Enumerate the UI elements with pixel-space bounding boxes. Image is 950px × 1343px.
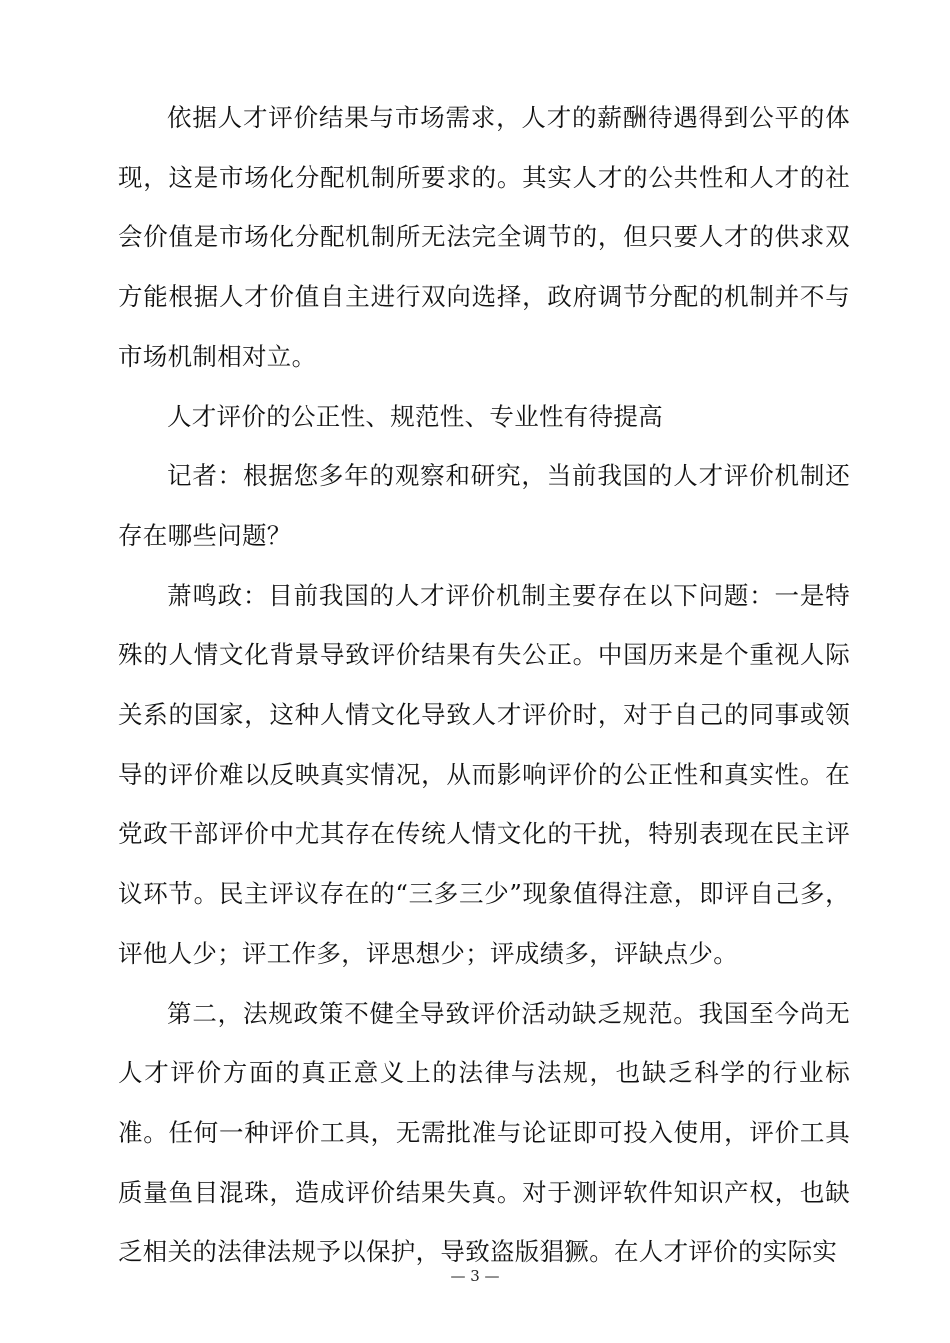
paragraph-second-point: 第二，法规政策不健全导致评价活动缺乏规范。我国至今尚无人才评价方面的真正意义上的法律与法规，也缺乏科学的行业标准。任何一种评价工具，无需批准与论证即可投入使用，评价工具质量鱼目混珠，造成评价结果失真。对于测评软件知识产权，也缺乏相关的法律法规予以保护，导致盗版猖獗。在人才评价的实际实 xyxy=(118,998,850,1267)
paragraph-answer-problems: 萧鸣政：目前我国的人才评价机制主要存在以下问题：一是特殊的人情文化背景导致评价结果有失公正。中国历来是个重视人际关系的国家，这种人情文化导致人才评价时，对于自己的同事或领导的评价难以反映真实情况，从而影响评价的公正性和真实性。在党政干部评价中尤其存在传统人情文化的干扰，特别表现在民主评议环节。民主评议存在的“三多三少”现象值得注意，即评自己多，评他人少；评工作多，评思想少；评成绩多，评缺点少。 xyxy=(118,580,850,968)
paragraph-market-distribution: 依据人才评价结果与市场需求，人才的薪酬待遇得到公平的体现，这是市场化分配机制所要求的。其实人才的公共性和人才的社会价值是市场化分配机制所无法完全调节的，但只要人才的供求双方能根据人才价值自主进行双向选择，政府调节分配的机制并不与市场机制相对立。 xyxy=(118,103,850,371)
section-heading: 人才评价的公正性、规范性、专业性有待提高 xyxy=(167,401,663,431)
document-body xyxy=(118,88,850,1282)
page-number: — 3 — xyxy=(450,1267,500,1285)
paragraph-reporter-question: 记者：根据您多年的观察和研究，当前我国的人才评价机制还存在哪些问题？ xyxy=(118,461,850,550)
